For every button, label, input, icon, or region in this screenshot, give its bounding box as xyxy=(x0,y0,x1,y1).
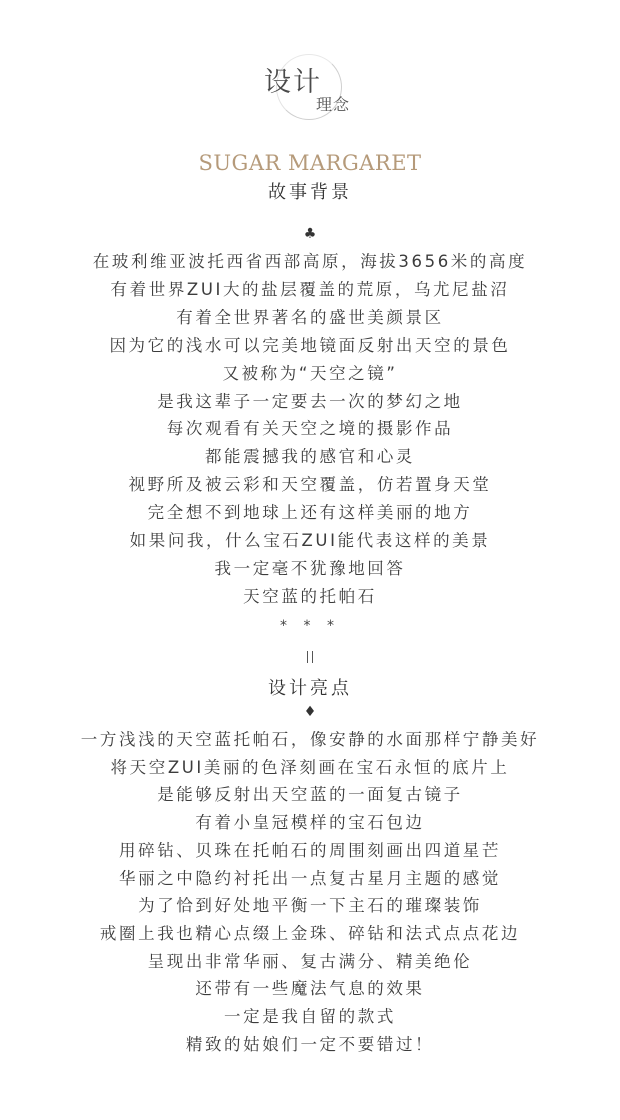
highlight-line: 一方浅浅的天空蓝托帕石，像安静的水面那样宁静美好 xyxy=(80,730,540,749)
club-icon: ♣ xyxy=(303,226,317,242)
highlight-line: 将天空ZUI美丽的色泽刻画在宝石永恒的底片上 xyxy=(110,757,510,777)
logo-sub-text: 理念 xyxy=(316,95,351,114)
story-line: 又被称为“天空之镜” xyxy=(222,363,398,383)
highlight-line: 戒圈上我也精心点缀上金珠、碎钻和法式点点花边 xyxy=(99,923,521,943)
highlight-line: 用碎钻、贝珠在托帕石的周围刻画出四道星芒 xyxy=(119,840,501,860)
highlight-line: 为了恰到好处地平衡一下主石的璀璨装饰 xyxy=(138,896,482,916)
story-line: 视野所及被云彩和天空覆盖，仿若置身天堂 xyxy=(128,475,492,495)
story-line: 每次观看有关天空之境的摄影作品 xyxy=(166,419,454,439)
story-line: 如果问我，什么宝石ZUI能代表这样的美景 xyxy=(129,531,491,550)
highlights-title: 设计亮点 xyxy=(268,678,352,699)
story-line: 完全想不到地球上还有这样美丽的地方 xyxy=(147,503,473,523)
story-line: 因为它的浅水可以完美地镜面反射出天空的景色 xyxy=(109,335,511,355)
diamond-icon: ♦ xyxy=(303,704,317,720)
story-line: 都能震撼我的感官和心灵 xyxy=(204,447,416,467)
brand-name: SUGAR MARGARET xyxy=(198,151,422,175)
stars-divider: * * * xyxy=(280,618,340,634)
highlight-line: 呈现出非常华丽、复古满分、精美绝伦 xyxy=(147,951,473,971)
highlight-line: 是能够反射出天空蓝的一面复古镜子 xyxy=(157,785,463,805)
highlight-line: 精致的姑娘们一定不要错过！ xyxy=(185,1034,435,1054)
pause-divider-icon xyxy=(307,651,313,663)
story-line: 有着全世界著名的盛世美颜景区 xyxy=(176,307,444,327)
story-line: 有着世界ZUI大的盐层覆盖的荒原，乌尤尼盐沼 xyxy=(110,279,510,299)
highlight-line: 一定是我自留的款式 xyxy=(224,1007,396,1026)
story-line: 是我这辈子一定要去一次的梦幻之地 xyxy=(157,391,463,411)
logo-main-text: 设计 xyxy=(264,67,322,98)
story-title: 故事背景 xyxy=(268,182,352,203)
story-line: 天空蓝的托帕石 xyxy=(243,586,377,606)
highlight-line: 有着小皇冠模样的宝石包边 xyxy=(195,813,425,833)
story-line: 在玻利维亚波托西省西部高原，海拔3656米的高度 xyxy=(92,252,528,271)
highlight-line: 还带有一些魔法气息的效果 xyxy=(195,979,425,999)
story-line: 我一定毫不犹豫地回答 xyxy=(214,558,406,578)
highlight-line: 华丽之中隐约衬托出一点复古星月主题的感觉 xyxy=(119,868,501,888)
design-concept-logo xyxy=(252,50,368,120)
